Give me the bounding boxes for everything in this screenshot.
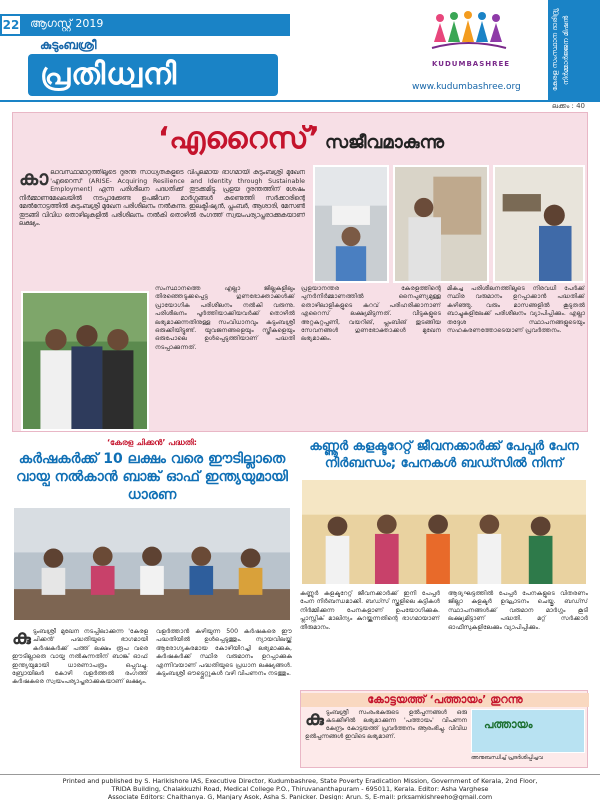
dropcap: കു (12, 628, 31, 649)
issue-date: ആഗസ്റ്റ് 2019 (30, 17, 104, 30)
magazine-title: പ്രതിധ്വനി (28, 54, 278, 96)
story-kicker: ‘കേരള ചിക്കൻ’ പദ്ധതി: (107, 438, 197, 447)
feature-headline (13, 121, 589, 156)
logo-text: KUDUMBASHREE (432, 60, 511, 68)
story-paper-pen (300, 438, 588, 768)
masthead (0, 0, 600, 100)
story-kerala-chicken (12, 438, 292, 768)
headline-rest: സജീവമാകുന്നു (325, 132, 445, 153)
series-name: കുടുംബശ്രീ (40, 38, 97, 52)
sub-story-text (305, 709, 467, 767)
side-band-text: കേരള സംസ്ഥാന ദാരിദ്ര്യ നിർമ്മാർജ്ജന മിഷൻ (551, 8, 570, 92)
feature-column-1: സംസ്ഥാനത്തെ എല്ലാ ജില്ലകളിലും തിരഞ്ഞെടുക്കപ്പെട്ട ഗുണഭോക്താക്കൾക്ക് പ്രായോഗിക പരിശീലനം നൽകി വരുന്നു. പരിശീലനം പൂർത്തിയാക്കിയവർക്ക് തൊഴിൽ ലഭ്യമാക്കുന്നതിനുള്ള സംവിധാനവും കുടുംബശ്രീ ഒരുക്കിയിട്ടുണ്ട്. യുവജനങ്ങളെയും സ്ത്രീകളെയും ഒരുപോലെ ഉൾപ്പെടുത്തിയാണ് പദ്ധതി നടപ്പാക്കുന്നത്. (155, 285, 295, 351)
photo-trainee-group (21, 291, 149, 431)
sub-story-headline: കോട്ടയത്ത് ‘പത്തായം’ തുറന്നു (301, 693, 589, 707)
story-column-2: വളർത്താൻ കഴിയുന്ന 500 കർഷകരെ ഈ പദ്ധതിയിൽ ഉൾപ്പെടുത്തും. ന്യായവിലയ്ക്ക് ആരോഗ്യകരമായ കോഴിയിറച്ചി ലഭ്യമാക്കുക, കർഷകർക്ക് സ്ഥിര വരുമാനം ഉറപ്പാക്കുക എന്നിവയാണ് പദ്ധതിയുടെ പ്രധാന ലക്ഷ്യങ്ങൾ. കുടുംബശ്രീ ഔട്ട്ലെറ്റുകൾ വഴി വിപണനം നടത്തും. (156, 628, 292, 678)
story-pathayam (300, 690, 588, 768)
feature-column-2: പ്രളയാനന്തര കേരളത്തിന്റെ പുനർനിർമ്മാണത്തിൽ നൈപുണ്യമുള്ള തൊഴിലാളികളുടെ കുറവ് പരിഹരിക്കാനാണ് എറൈസ് ലക്ഷ്യമിടുന്നത്. വീടുകളുടെ അറ്റകുറ്റപ്പണി, വയറിങ്, പ്ലംബിങ് തുടങ്ങിയ സേവനങ്ങൾ ഗുണഭോക്താക്കൾ മുഖേന ലഭ്യമാക്കും. (301, 285, 441, 343)
dropcap: കു (305, 709, 324, 730)
imprint-line-2: TRIDA Building, Chalakkuzhi Road, Medical College P.O., Thiruvananthapuram - 695011, Kerala. Editor: Asha Varghese (111, 785, 489, 793)
sub-story-body: ടുംബശ്രീ സംരംഭകരുടെ ഉൽപ്പന്നങ്ങൾ ഒരു കുടക്കീഴിൽ ലഭ്യമാക്കുന്ന 'പത്തായം' വിപണന കേന്ദ്രം കോട്ടയത്ത് പ്രവർത്തനം ആരംഭിച്ചു. വിവിധ ഉൽപ്പന്നങ്ങൾ ഇവിടെ ലഭ്യമാണ്. (305, 709, 467, 740)
imprint-line-3: Associate Editors: Chaithanya. G, Manjary Asok, Asha S. Panicker. Design: Arun. S, E-mail: prksamkishreeho@gmail.com (107, 793, 493, 800)
page-number: 22 (0, 14, 22, 36)
photo-pathayam-store (471, 709, 585, 753)
story-column-1 (12, 628, 148, 766)
story-column-2: ആദ്യഘട്ടത്തിൽ പേപ്പർ പേനകളുടെ വിതരണം ജില്ലാ കളക്ടർ ഉദ്ഘാടനം ചെയ്തു. ബഡ്സ് സ്ഥാപനങ്ങൾക്ക് വരുമാന മാർഗ്ഗം കൂടി ലക്ഷ്യമിട്ടാണ് പദ്ധതി. മറ്റ് സർക്കാർ ഓഫീസുകളിലേക്കും വ്യാപിപ്പിക്കും. (448, 590, 588, 631)
photo-installation-2 (393, 165, 489, 283)
feature-arise (12, 112, 588, 432)
masthead-divider (0, 100, 600, 102)
volume-number: ലക്കം : 40 (552, 102, 585, 110)
kudumbashree-logo (410, 8, 518, 84)
imprint-line-1: Printed and published by S. Harikishore IAS, Executive Director, Kudumbashree, State Poverty Eradication Mission, Government of Kerala, 2nd Floor, (62, 777, 538, 785)
story-headline: കണ്ണൂർ കളക്ടറേറ്റ് ജീവനക്കാർക്ക് പേപ്പർ പേന നിർബന്ധം; പേനകൾ ബഡ്സിൽ നിന്ന് (309, 439, 579, 471)
photo-caption: അനുബന്ധിച്ച് പ്രദർശിപ്പിച്ചവ (471, 755, 543, 761)
photo-mou-signing (12, 506, 292, 622)
photo-installation-1 (313, 165, 389, 283)
store-sign-label: പത്തായം (484, 718, 533, 731)
story-headline: കർഷകർക്ക് 10 ലക്ഷം വരെ ഈടില്ലാതെ വായ്പ നൽകാൻ ബാങ്ക് ഓഫ് ഇന്ത്യയുമായി ധാരണ (16, 451, 288, 503)
photo-pen-distribution (300, 478, 588, 586)
story-column-1: കണ്ണൂർ കളക്ടറേറ്റ് ജീവനക്കാർക്ക് ഇനി പേപ്പർ പേന നിർബന്ധമാക്കി. ബഡ്സ് സ്കൂളിലെ കുട്ടികൾ നിർമ്മിക്കുന്ന പേനകളാണ് ഉപയോഗിക്കുക. പ്ലാസ്റ്റിക് മാലിന്യം കുറയ്ക്കുന്നതിന്റെ ഭാഗമായാണ് തീരുമാനം. (300, 590, 440, 631)
website-url[interactable]: www.kudumbashree.org (412, 82, 521, 92)
side-band (548, 0, 600, 100)
feature-column-3: മികച്ച പരിശീലനത്തിലൂടെ നിരവധി പേർക്ക് സ്ഥിര വരുമാനം ഉറപ്പാക്കാൻ പദ്ധതിക്ക് കഴിഞ്ഞു. വരും മാസങ്ങളിൽ കൂടുതൽ ബാച്ചുകളിലേക്ക് പരിശീലനം വ്യാപിപ്പിക്കും. എല്ലാ തദ്ദേശ സ്ഥാപനങ്ങളുടെയും സഹകരണത്തോടെയാണ് പ്രവർത്തനം. (447, 285, 585, 335)
headline-quoted: ‘എറൈസ്’ (157, 121, 320, 156)
column-text: ടുംബശ്രീ മുഖേന നടപ്പിലാക്കുന്ന 'കേരള ചിക്കൻ' പദ്ധതിയുടെ ഭാഗമായി കർഷകർക്ക് പത്ത് ലക്ഷം രൂപ വരെ ഈടില്ലാതെ വായ്പ നൽകുന്നതിന് ബാങ്ക് ഓഫ് ഇന്ത്യയുമായി ധാരണാപത്രം ഒപ്പുവച്ചു. ബ്രോയിലർ കോഴി വളർത്തൽ രംഗത്ത് കർഷകരെ സ്വയംപര്യാപ്തരാക്കുകയാണ് ലക്ഷ്യം. (12, 628, 148, 686)
imprint-footer (0, 774, 600, 800)
dropcap: കാ (19, 169, 49, 190)
photo-installation-3 (493, 165, 585, 283)
feature-lead (19, 169, 305, 289)
lead-text: ലാവസ്ഥാമാറ്റത്തിലൂടെ ദുരന്ത സാധ്യതകളുടെ വിപുലമായ ഭാഗമായി കുടുംബശ്രീ മുഖേന 'എറൈസ്' (ARISE- Acquiring Resilience and Identity through Sustainable Employment) എന്ന പരിശീലന പദ്ധതിക്ക് തുടക്കമിട്ടു. പ്രളയ ദുരന്തത്തിന് ശേഷം നിർമ്മാണമേഖലയിൽ നടപ്പാക്കേണ്ട ഉപജീവന മാർഗ്ഗങ്ങൾ കണ്ടെത്തി സർക്കാരിന്റെ മേൽനോട്ടത്തിൽ കുടുംബശ്രീ മുഖേന പരിശീലനം നൽകുന്നു. ഇലക്ട്രീഷ്യൻ, പ്ലംബർ, ആശാരി, മേസൺ തുടങ്ങി വിവിധ തൊഴിലുകളിൽ പരിശീലനം നൽകി തൊഴിൽ രംഗത്ത് സ്വയംപര്യാപ്തരാക്കുകയാണ് ലക്ഷ്യം. (19, 169, 305, 227)
